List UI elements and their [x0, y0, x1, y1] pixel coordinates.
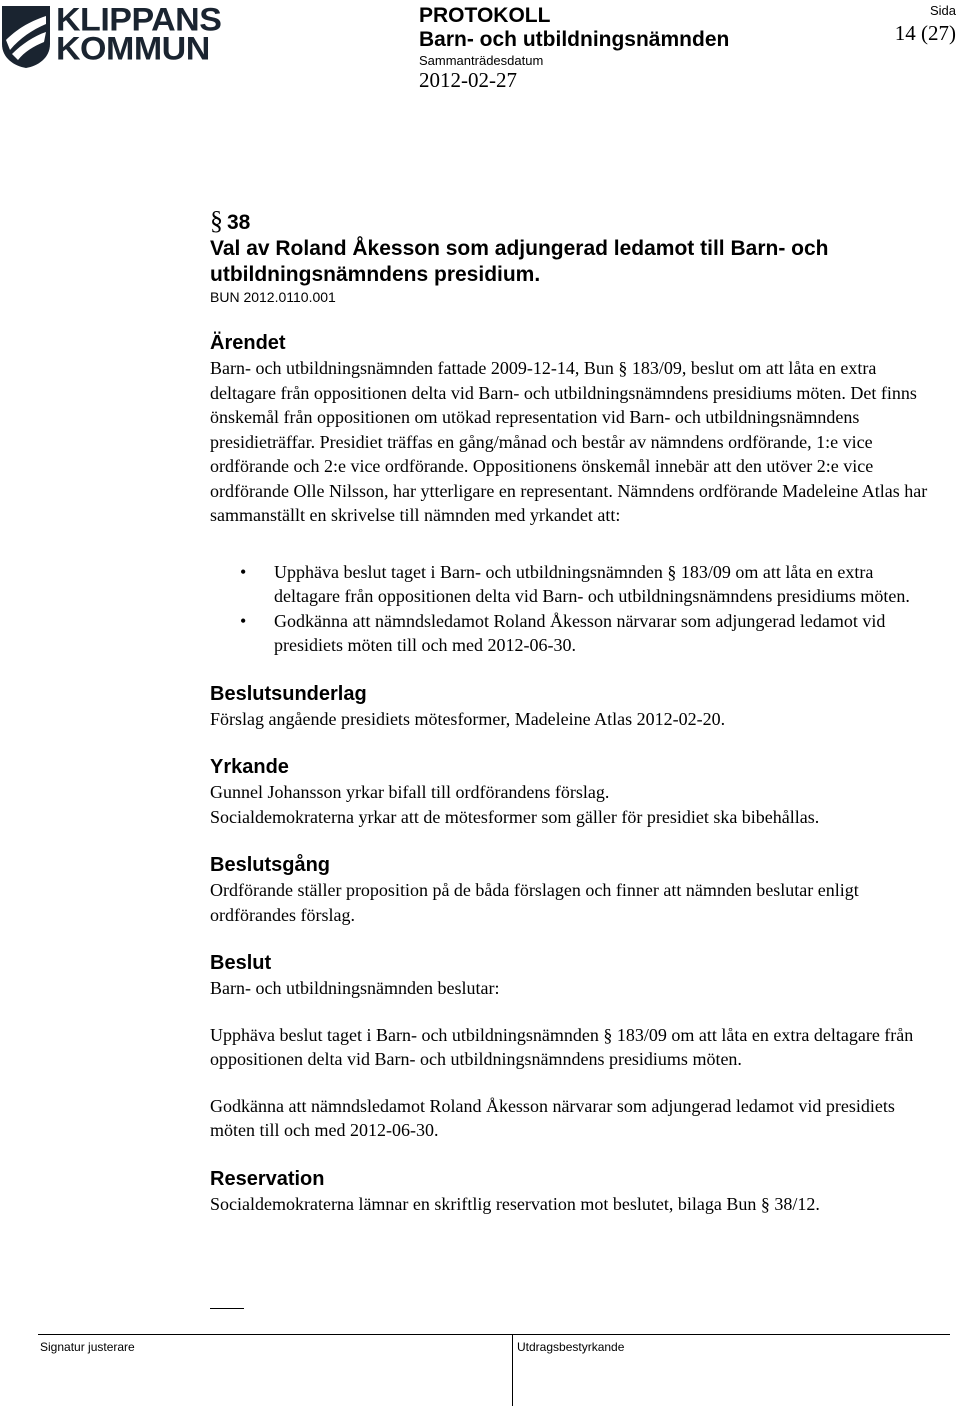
bullet-icon: • — [240, 561, 247, 582]
heading-arendet: Ärendet — [210, 332, 286, 354]
reservation-text: Socialdemokraterna lämnar en skriftlig reservation mot beslutet, bilaga Bun § 38/12. — [210, 1193, 820, 1214]
heading-reservation: Reservation — [210, 1167, 325, 1190]
logo-wordmark-line1: KLIPPANS — [56, 2, 222, 39]
protocol-item — [210, 208, 940, 1216]
item-number-value: 38 — [227, 211, 251, 234]
page-label: Sida — [929, 3, 956, 18]
heading-beslutsunderlag: Beslutsunderlag — [210, 682, 367, 705]
meeting-date: 2012-02-27 — [419, 68, 517, 92]
committee-name: Barn- och utbildningsnämnden — [419, 28, 730, 51]
item-number — [210, 208, 940, 236]
meeting-date-label: Sammanträdesdatum — [419, 53, 544, 68]
end-of-item-rule — [210, 1308, 244, 1309]
signature-label: Signatur justerare — [40, 1340, 135, 1354]
document-type: PROTOKOLL — [419, 4, 551, 27]
list-item-text: Upphäva beslut taget i Barn- och utbildningsnämnden § 183/09 om att låta en extra deltagare från oppositionen delta vid Barn- och utbildningsnämndens presidiums möten. — [274, 561, 910, 606]
beslut-decision-2: Godkänna att nämndsledamot Roland Åkesson närvarar som adjungerad ledamot vid presidiets möten till och med 2012-06-30. — [210, 1095, 895, 1140]
footer-rule — [38, 1334, 950, 1335]
page-number: 14 (27) — [894, 21, 956, 45]
heading-beslutsgang: Beslutsgång — [210, 854, 331, 876]
bullet-icon: • — [240, 610, 247, 631]
beslutsgang-text: Ordförande ställer proposition på de båda förslagen och finner att nämnden beslutar enligt ordförandes förslag. — [210, 880, 859, 925]
item-title: Val av Roland Åkesson som adjungerad ledamot till Barn- och utbildningsnämndens presidium. — [210, 237, 829, 286]
heading-yrkande: Yrkande — [210, 756, 289, 778]
yrkande-line-2: Socialdemokraterna yrkar att de mötesformer som gäller för presidiet ska bibehållas. — [210, 806, 820, 827]
beslut-decision-1: Upphäva beslut taget i Barn- och utbildningsnämnden § 183/09 om att låta en extra deltagare från oppositionen delta vid Barn- och utbildningsnämndens presidiums möten. — [210, 1024, 914, 1069]
proposal-list — [210, 560, 940, 658]
list-item — [210, 560, 940, 609]
beslut-intro: Barn- och utbildningsnämnden beslutar: — [210, 978, 500, 998]
heading-beslut: Beslut — [210, 952, 272, 974]
logo-wordmark-line2: KOMMUN — [56, 31, 210, 68]
beslutsunderlag-text: Förslag angående presidiets mötesformer, Madeleine Atlas 2012-02-20. — [210, 708, 726, 729]
footer-divider — [512, 1334, 513, 1406]
arendet-text: Barn- och utbildningsnämnden fattade 2009-12-14, Bun § 183/09, beslut om att låta en extra deltagare från oppositionen delta vid Barn- och utbildningsnämndens presidiums möten. Det finns önskemål från oppositionen om utökad representation vid Barn- och utbildningsnämndens presidieträffar. Presidiet träffas en gång/månad och består av nämndens ordförande, 1:e vice ordförande och 2:e vice ordförande. Oppositionens önskemål innebär att den utöver 2:e vice ordförande Olle Nilsson, har ytterligare en representant. Nämndens ordförande Madeleine Atlas har sammanställt en skrivelse till nämnden med yrkandet att: — [210, 358, 928, 525]
section-sign: § — [210, 206, 223, 235]
list-item-text: Godkänna att nämndsledamot Roland Åkesson närvarar som adjungerad ledamot vid presidiets möten till och med 2012-06-30. — [274, 610, 886, 655]
yrkande-line-1: Gunnel Johansson yrkar bifall till ordförandens förslag. — [210, 782, 610, 802]
list-item — [210, 609, 940, 658]
extract-certification-label: Utdragsbestyrkande — [517, 1340, 625, 1354]
diary-number: BUN 2012.0110.001 — [210, 289, 336, 305]
